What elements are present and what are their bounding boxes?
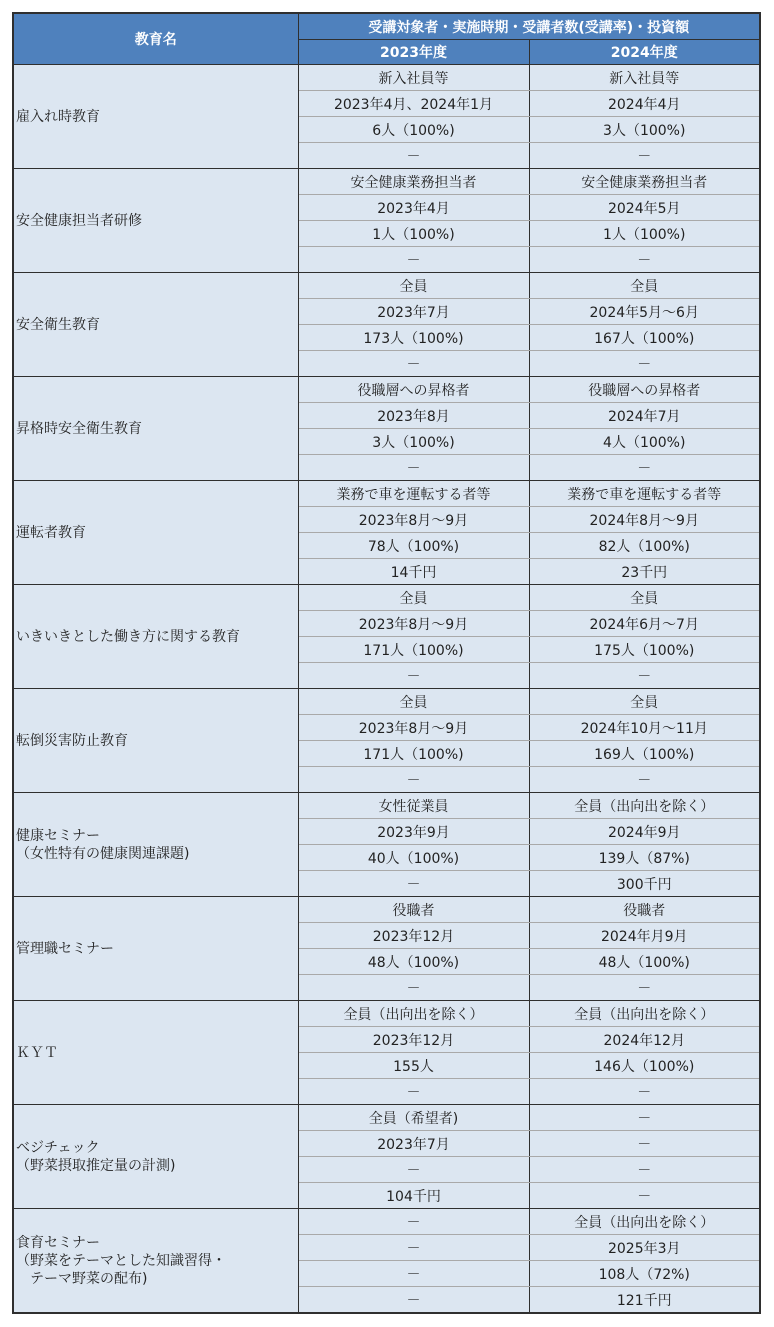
cell-2023: 全員 [298,585,529,611]
education-name-cell: 転倒災害防止教育 [13,689,298,793]
table-row [13,377,760,403]
cell-2024: － [529,975,760,1001]
cell-2023: 安全健康業務担当者 [298,169,529,195]
cell-2023: 全員（希望者) [298,1105,529,1131]
cell-2023: 155人 [298,1053,529,1079]
education-name-cell: 食育セミナー （野菜をテーマとした知識習得・ テーマ野菜の配布) [13,1209,298,1314]
table-row [13,689,760,715]
cell-2024: 全員（出向出を除く） [529,1209,760,1235]
cell-2024: 2025年3月 [529,1235,760,1261]
cell-2023: 全員 [298,273,529,299]
cell-2024: 全員 [529,689,760,715]
cell-2023: － [298,351,529,377]
cell-2023: － [298,1157,529,1183]
cell-2024: 139人（87%) [529,845,760,871]
cell-2024: 2024年4月 [529,91,760,117]
cell-2024: 2024年10月～11月 [529,715,760,741]
education-name-cell: 雇入れ時教育 [13,65,298,169]
cell-2023: 3人（100%) [298,429,529,455]
cell-2023: 171人（100%) [298,741,529,767]
cell-2024: 82人（100%) [529,533,760,559]
cell-2023: 2023年8月～9月 [298,507,529,533]
cell-2023: 14千円 [298,559,529,585]
table-row [13,273,760,299]
education-name-cell: 安全衛生教育 [13,273,298,377]
cell-2024: － [529,247,760,273]
table-row [13,585,760,611]
cell-2024: 300千円 [529,871,760,897]
cell-2024: 安全健康業務担当者 [529,169,760,195]
cell-2024: － [529,143,760,169]
cell-2023: 役職層への昇格者 [298,377,529,403]
cell-2023: 2023年9月 [298,819,529,845]
cell-2024: － [529,1105,760,1131]
header-group-title: 受講対象者・実施時期・受講者数(受講率)・投資額 [298,13,760,40]
cell-2023: 全員 [298,689,529,715]
table-row [13,1001,760,1027]
cell-2024: 1人（100%) [529,221,760,247]
education-name-cell: いきいきとした働き方に関する教育 [13,585,298,689]
table-row [13,897,760,923]
education-name-cell: 運転者教育 [13,481,298,585]
cell-2024: 48人（100%) [529,949,760,975]
cell-2023: 2023年7月 [298,299,529,325]
cell-2023: 78人（100%) [298,533,529,559]
cell-2023: － [298,767,529,793]
cell-2024: 3人（100%) [529,117,760,143]
cell-2023: 業務で車を運転する者等 [298,481,529,507]
cell-2024: － [529,351,760,377]
cell-2024: 役職者 [529,897,760,923]
cell-2024: － [529,663,760,689]
cell-2024: 121千円 [529,1287,760,1314]
cell-2024: 2024年7月 [529,403,760,429]
cell-2023: － [298,1235,529,1261]
cell-2024: 2024年6月～7月 [529,611,760,637]
cell-2024: 全員（出向出を除く） [529,793,760,819]
cell-2024: 2024年月9月 [529,923,760,949]
cell-2023: 2023年4月 [298,195,529,221]
cell-2023: － [298,1261,529,1287]
cell-2023: 171人（100%) [298,637,529,663]
cell-2024: 全員 [529,585,760,611]
cell-2023: 役職者 [298,897,529,923]
cell-2023: 2023年8月～9月 [298,611,529,637]
header-year-2023: 2023年度 [298,40,529,65]
cell-2024: － [529,767,760,793]
cell-2023: 女性従業員 [298,793,529,819]
cell-2024: 2024年12月 [529,1027,760,1053]
education-name-cell: 安全健康担当者研修 [13,169,298,273]
cell-2024: － [529,455,760,481]
cell-2023: － [298,247,529,273]
cell-2023: － [298,975,529,1001]
cell-2023: 新入社員等 [298,65,529,91]
cell-2023: 40人（100%) [298,845,529,871]
cell-2024: 2024年9月 [529,819,760,845]
cell-2024: － [529,1183,760,1209]
cell-2023: － [298,143,529,169]
table-body [13,65,760,1314]
table-row [13,481,760,507]
cell-2024: 23千円 [529,559,760,585]
cell-2024: － [529,1079,760,1105]
cell-2024: － [529,1157,760,1183]
cell-2024: 業務で車を運転する者等 [529,481,760,507]
training-table [12,12,761,1314]
cell-2023: 104千円 [298,1183,529,1209]
cell-2024: 175人（100%) [529,637,760,663]
cell-2023: － [298,871,529,897]
cell-2024: 169人（100%) [529,741,760,767]
cell-2023: 2023年8月 [298,403,529,429]
cell-2024: 2024年5月～6月 [529,299,760,325]
cell-2023: 2023年4月、2024年1月 [298,91,529,117]
header-year-2024: 2024年度 [529,40,760,65]
cell-2023: － [298,1287,529,1314]
cell-2023: 48人（100%) [298,949,529,975]
cell-2023: 2023年12月 [298,1027,529,1053]
education-name-cell: ＫＹＴ [13,1001,298,1105]
table-row [13,169,760,195]
education-name-cell: 健康セミナー （女性特有の健康関連課題) [13,793,298,897]
cell-2023: － [298,1079,529,1105]
education-name-cell: 昇格時安全衛生教育 [13,377,298,481]
cell-2023: － [298,1209,529,1235]
table-row [13,65,760,91]
cell-2023: － [298,455,529,481]
cell-2024: 2024年8月～9月 [529,507,760,533]
header-education-name: 教育名 [13,13,298,65]
cell-2023: 2023年7月 [298,1131,529,1157]
cell-2024: 4人（100%) [529,429,760,455]
cell-2023: 2023年12月 [298,923,529,949]
cell-2023: 173人（100%) [298,325,529,351]
table-row [13,1209,760,1235]
cell-2023: 1人（100%) [298,221,529,247]
cell-2023: － [298,663,529,689]
cell-2024: 全員（出向出を除く） [529,1001,760,1027]
education-name-cell: ベジチェック （野菜摂取推定量の計測) [13,1105,298,1209]
cell-2024: 167人（100%) [529,325,760,351]
table-row [13,1105,760,1131]
cell-2024: 146人（100%) [529,1053,760,1079]
cell-2024: － [529,1131,760,1157]
cell-2023: 全員（出向出を除く） [298,1001,529,1027]
cell-2024: 全員 [529,273,760,299]
cell-2023: 6人（100%) [298,117,529,143]
cell-2024: 役職層への昇格者 [529,377,760,403]
education-name-cell: 管理職セミナー [13,897,298,1001]
cell-2023: 2023年8月～9月 [298,715,529,741]
cell-2024: 新入社員等 [529,65,760,91]
cell-2024: 2024年5月 [529,195,760,221]
table-row [13,793,760,819]
cell-2024: 108人（72%) [529,1261,760,1287]
